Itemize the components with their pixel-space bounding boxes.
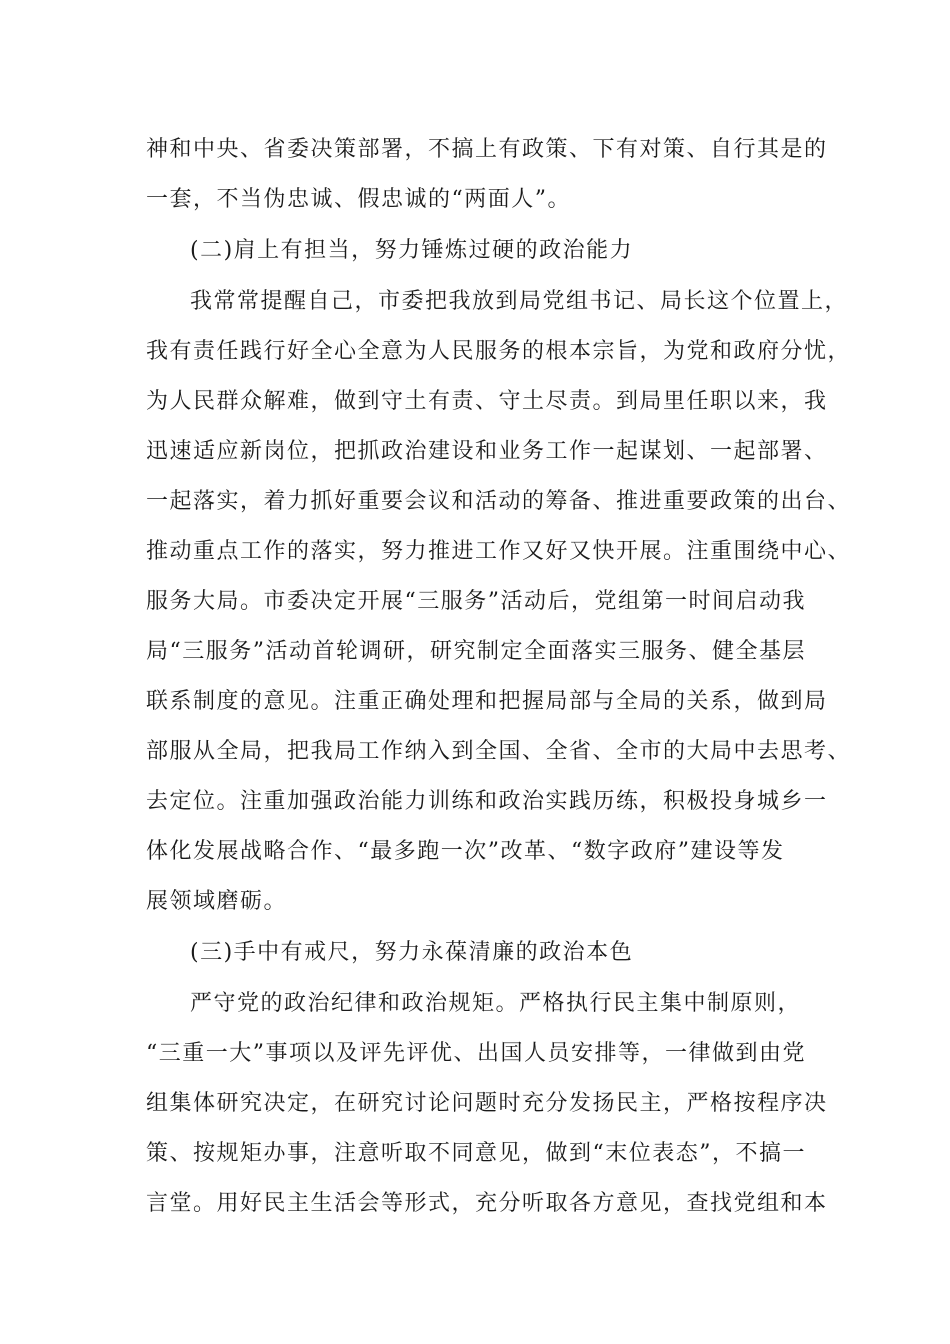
text-line: 局“三服务”活动首轮调研，研究制定全面落实三服务、健全基层	[146, 639, 806, 664]
text-line: 一套，不当伪忠诚、假忠诚的“两面人”。	[146, 187, 571, 212]
text-line: 我有责任践行好全心全意为人民服务的根本宗旨，为党和政府分忧，	[146, 339, 852, 364]
section-heading: (二)肩上有担当，努力锤炼过硬的政治能力	[190, 238, 634, 263]
text-line: 迅速适应新岗位，把抓政治建设和业务工作一起谋划、一起部署、	[146, 439, 828, 464]
text-line: 言堂。用好民主生活会等形式，充分听取各方意见，查找党组和本	[146, 1191, 828, 1216]
text-line: 部服从全局，把我局工作纳入到全国、全省、全市的大局中去思考、	[146, 739, 852, 764]
text-line: 体化发展战略合作、“最多跑一次”改革、“数字政府”建设等发	[146, 839, 785, 864]
text-line: 去定位。注重加强政治能力训练和政治实践历练，积极投身城乡一	[146, 789, 828, 814]
text-line: 策、按规矩办事，注意听取不同意见，做到“末位表态”，不搞一	[146, 1141, 806, 1166]
text-line: 服务大局。市委决定开展“三服务”活动后，党组第一时间启动我	[146, 589, 806, 614]
text-line: 严守党的政治纪律和政治规矩。严格执行民主集中制原则，	[190, 991, 802, 1016]
text-line: “三重一大”事项以及评先评优、出国人员安排等，一律做到由党	[146, 1041, 806, 1066]
text-line: 神和中央、省委决策部署，不搞上有政策、下有对策、自行其是的	[146, 137, 828, 162]
text-line: 一起落实，着力抓好重要会议和活动的筹备、推进重要政策的出台、	[146, 489, 852, 514]
text-line: 我常常提醒自己，市委把我放到局党组书记、局长这个位置上，	[190, 289, 849, 314]
text-line: 推动重点工作的落实，努力推进工作又好又快开展。注重围绕中心、	[146, 539, 852, 564]
section-heading: (三)手中有戒尺，努力永葆清廉的政治本色	[190, 940, 634, 965]
text-line: 展领域磨砺。	[146, 889, 288, 914]
text-line: 组集体研究决定，在研究讨论问题时充分发扬民主，严格按程序决	[146, 1091, 828, 1116]
text-line: 联系制度的意见。注重正确处理和把握局部与全局的关系，做到局	[146, 689, 828, 714]
text-line: 为人民群众解难，做到守土有责、守土尽责。到局里任职以来，我	[146, 389, 828, 414]
